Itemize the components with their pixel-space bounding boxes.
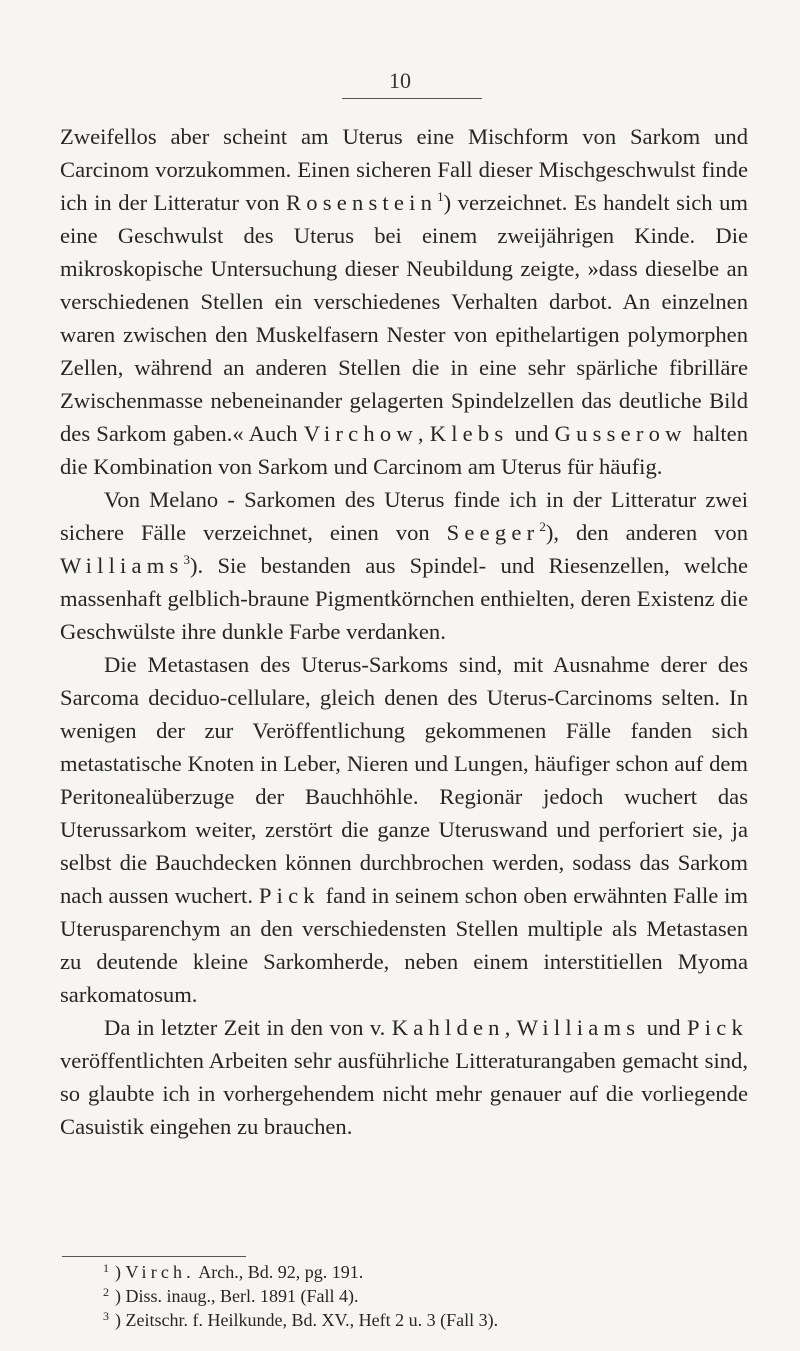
footnote-mark: 3	[103, 1309, 109, 1323]
paragraph-3	[60, 648, 748, 1011]
author-name: Gusserow	[554, 421, 687, 446]
author-name: Williams	[60, 553, 184, 578]
footnote-3: $^3$ ) Zeitschr. f. Heilkunde, Bd. XV., Heft 2 u. 3 (Fall 3).	[103, 1309, 499, 1330]
footnote-2: $^2$ ) Diss. inaug., Berl. 1891 (Fall 4).	[103, 1285, 359, 1306]
footnote-reference: 3	[183, 552, 191, 567]
author-name: Seeger	[446, 520, 540, 545]
footnote-1: $^1$ ) Virch. Arch., Bd. 92, pg. 191.	[103, 1261, 364, 1282]
paragraph-4	[60, 1011, 748, 1143]
header-rule	[342, 98, 482, 99]
footnote-reference: 2	[539, 519, 546, 534]
footnote-mark: 1	[103, 1261, 109, 1275]
author-name: Pick	[687, 1015, 748, 1040]
text-run: veröffentlichten Arbeiten sehr ausführliche Litteraturangaben gemacht sind, so glaubte ich in vorhergehendem nicht mehr genauer auf die vorliegende Casuistik eingehen zu brauchen.	[60, 1048, 748, 1139]
text-run: ), den anderen von	[545, 520, 748, 545]
footnote-rule	[62, 1256, 246, 1257]
author-name: Klebs	[429, 421, 509, 446]
text-run: ) verzeichnet. Es handelt sich um eine Geschwulst des Uterus bei einem zweijährigen Kinde. Die mikroskopische Untersuchung dieser Neubildung zeigte, »dass dieselbe an verschiedenen Stellen ein verschiedenes Verhalten darbot. An einzelnen waren zwischen den Muskelfasern Nester von epithelartigen polymorphen Zellen, während an anderen Stellen die in eine sehr spärliche fibrilläre Zwischenmasse nebeneinander gelagerten Spindelzellen das deutliche Bild des Sarkom gaben.« Auch	[60, 190, 748, 446]
author-name: Rosenstein	[285, 190, 438, 215]
footnote-mark: 2	[103, 1285, 109, 1299]
author-name: Williams	[516, 1015, 641, 1040]
author-name: Virch.	[125, 1262, 195, 1282]
footnote-text: Arch., Bd. 92, pg. 191.	[194, 1262, 364, 1282]
author-name: Pick	[258, 883, 320, 908]
footnote-text: Diss. inaug., Berl. 1891 (Fall 4).	[125, 1286, 359, 1306]
body-text	[60, 120, 748, 1143]
footnote-text: Zeitschr. f. Heilkunde, Bd. XV., Heft 2 u. 3 (Fall 3).	[125, 1310, 499, 1330]
paragraph-1	[60, 120, 748, 483]
text-run: fand in seinem schon oben erwähnten Falle im Uterusparenchym an den verschiedensten Stellen multiple als Metastasen zu deutende kleine Sarkomherde, neben einem interstitiellen Myoma sarkomatosum.	[60, 883, 748, 1007]
footnotes	[103, 1260, 763, 1332]
text-run: ). Sie bestanden aus Spindel- und Riesenzellen, welche massenhaft gelblich-braune Pigmentkörnchen enthielten, deren Existenz die Geschwülste ihre dunkle Farbe verdanken.	[60, 553, 748, 644]
text-run: halten die Kombination von Sarkom und Carcinom am Uterus für häufig.	[60, 421, 749, 479]
text-run: ,	[417, 421, 430, 446]
footnote-reference: 1	[437, 189, 444, 204]
text-run: und	[640, 1015, 688, 1040]
text-run: Da in letzter Zeit in den von v.	[104, 1015, 392, 1040]
page-number: 10	[389, 68, 411, 93]
text-run: Von Melano - Sarkomen des Uterus finde ich in der Litteratur zwei sichere Fälle verzeichnet, einen von	[60, 487, 748, 545]
text-run: Die Metastasen des Uterus-Sarkoms sind, mit Ausnahme derer des Sarcoma deciduo-cellulare, gleich denen des Uterus-Carcinoms selten. In wenigen der zur Veröffentlichung gekommenen Fälle fanden sich metastatische Knoten in Leber, Nieren und Lungen, häufiger schon auf dem Peritonealüberzuge der Bauchhöhle. Regionär jedoch wuchert das Uterussarkom weiter, zerstört die ganze Uteruswand und perforiert sie, ja selbst die Bauchdecken können durchbrochen werden, sodass das Sarkom nach aussen wuchert.	[60, 652, 748, 908]
paragraph-2	[60, 483, 748, 648]
author-name: Virchow	[303, 421, 418, 446]
text-run: ,	[504, 1015, 517, 1040]
text-run: Zweifellos aber scheint am Uterus eine Mischform von Sarkom und Carcinom vorzukommen. Einen sicheren Fall dieser Mischgeschwulst finde ich in der Litteratur von	[60, 124, 748, 215]
text-run: und	[508, 421, 555, 446]
author-name: Kahlden	[391, 1015, 505, 1040]
